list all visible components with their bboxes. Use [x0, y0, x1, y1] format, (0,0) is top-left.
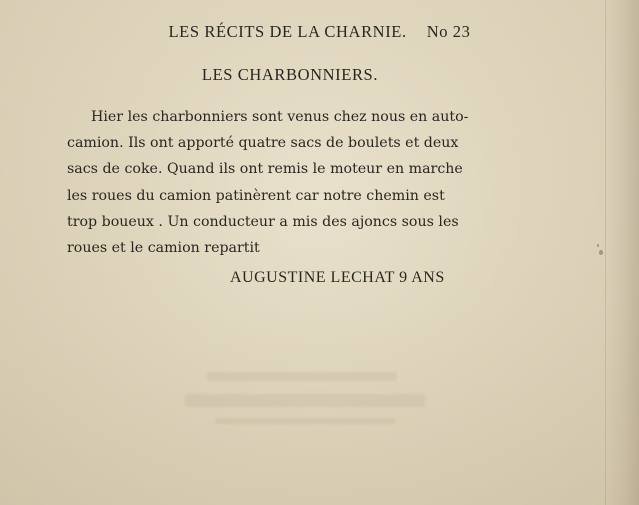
show-through-imprint: [185, 368, 435, 433]
story-line: roues et le camion repartit: [67, 240, 260, 257]
story-line: sacs de coke. Quand ils ont remis le moteur en marche: [67, 161, 463, 178]
paper-speck: [597, 244, 599, 247]
series-header: [0, 22, 639, 42]
imprint-smudge: [207, 372, 397, 381]
story-line: les roues du camion patinèrent car notre chemin est: [67, 187, 445, 204]
imprint-smudge: [185, 394, 425, 407]
story-line: Hier les charbonniers sont venus chez nous en auto-: [91, 109, 469, 125]
series-title: LES RÉCITS DE LA CHARNIE.: [168, 22, 407, 41]
issue-number: No 23: [426, 22, 471, 41]
story-title: LES CHARBONNIERS.: [201, 65, 379, 84]
page-fold-line: [605, 0, 606, 505]
author-signature: AUGUSTINE LECHAT 9 ANS: [230, 269, 445, 286]
story-line: camion. Ils ont apporté quatre sacs de boulets et deux: [67, 135, 459, 152]
story-line: trop boueux . Un conducteur a mis des ajoncs sous les: [67, 213, 459, 230]
paper-speck: [599, 250, 603, 255]
page-fold-shadow: [605, 0, 639, 505]
imprint-smudge: [215, 418, 395, 424]
story-body: [67, 104, 497, 261]
